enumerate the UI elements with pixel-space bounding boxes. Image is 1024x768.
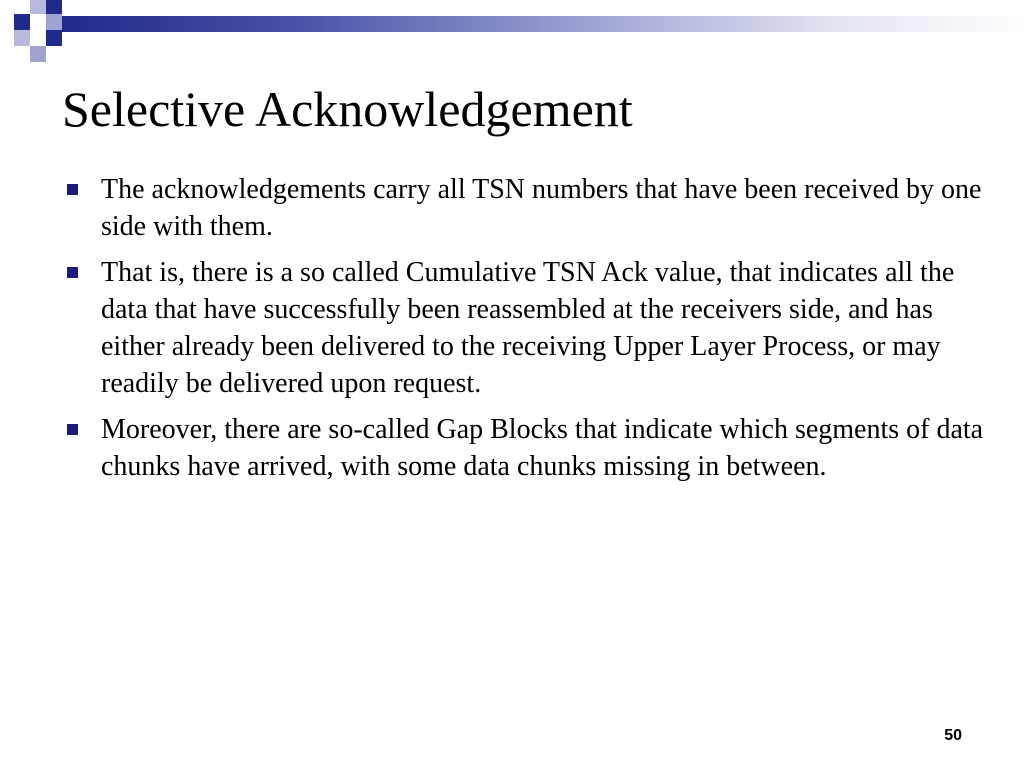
bullet-text: The acknowledgements carry all TSN numbers that have been received by one side with them. — [101, 174, 982, 242]
page-number: 50 — [944, 727, 962, 744]
square-bullet-icon — [67, 184, 78, 195]
deco-square — [46, 0, 62, 14]
square-bullet-icon — [67, 424, 78, 435]
deco-square — [46, 30, 62, 46]
header-decoration — [0, 0, 1024, 70]
bullet-item — [62, 411, 1002, 485]
deco-square — [30, 14, 46, 30]
deco-square — [14, 14, 30, 30]
deco-square — [30, 0, 46, 14]
bullet-text: Moreover, there are so-called Gap Blocks that indicate which segments of data chunks have arrived, with some data chunks missing in between. — [101, 414, 984, 482]
bullet-text: That is, there is a so called Cumulative TSN Ack value, that indicates all the data that have successfully been reassembled at the receivers side, and has either already been delivered to the receiving Upper Layer Process, or may readily be delivered upon request. — [101, 257, 955, 399]
square-bullet-icon — [67, 267, 78, 278]
deco-square — [30, 46, 46, 62]
deco-square — [46, 14, 62, 30]
slide-title: Selective Acknowledgement — [62, 81, 633, 137]
bullet-item — [62, 171, 1002, 245]
bullet-list — [62, 171, 1002, 494]
bullet-item — [62, 254, 1002, 402]
header-gradient-bar — [62, 16, 1024, 32]
deco-square — [14, 30, 30, 46]
